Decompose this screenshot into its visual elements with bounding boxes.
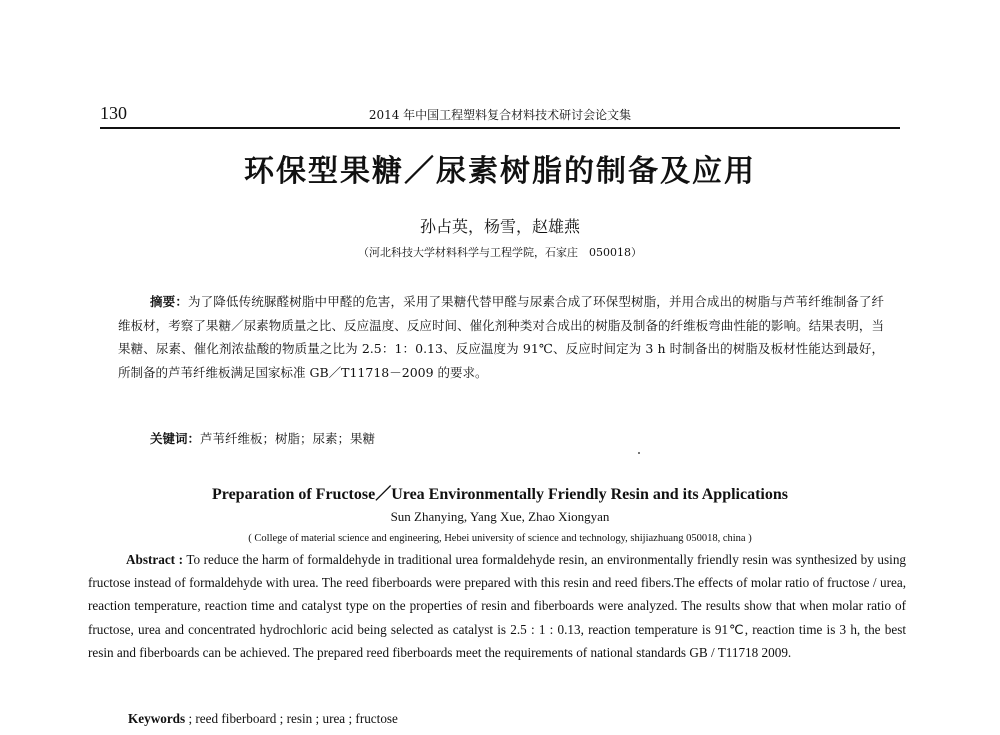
keywords-en bbox=[128, 711, 398, 727]
paper-title-cn: 环保型果糖／尿素树脂的制备及应用 bbox=[244, 154, 756, 189]
keywords-en-text: ; reed fiberboard ; resin ; urea ; fructose bbox=[185, 711, 398, 726]
abstract-en bbox=[88, 548, 906, 664]
authors-cn: 孙占英，杨雪，赵雄燕 bbox=[419, 217, 580, 236]
affiliation-cn: （河北科技大学材料科学与工程学院，石家庄 050018） bbox=[358, 246, 642, 259]
authors-en: Sun Zhanying, Yang Xue, Zhao Xiongyan bbox=[390, 509, 610, 524]
abstract-cn-text: 为了降低传统脲醛树脂中甲醛的危害，采用了果糖代替甲醛与尿素合成了环保型树脂，并用合成出的树脂与芦苇纤维制备了纤维板材，考察了果糖／尿素物质量之比、反应温度、反应时间、催化剂种类对合成出的树脂及制备的纤维板弯曲性能的影响。结果表明，当果糖、尿素、催化剂浓盐酸的物质量之比为 2.5：1：0.13、反应温度为 91℃、反应时间定为 3 h 时制备出的树脂及板材性能达到最好，所制备的芦苇纤维板满足国家标准 GB／T11718－2009 的要求。 bbox=[118, 294, 884, 380]
journal-title: 2014 年中国工程塑料复合材料技术研讨会论文集 bbox=[368, 108, 632, 122]
abstract-cn bbox=[118, 290, 884, 384]
keywords-cn bbox=[150, 429, 375, 447]
keywords-cn-text: 芦苇纤维板；树脂；尿素；果糖 bbox=[200, 431, 376, 446]
page-number: 130 bbox=[100, 103, 127, 123]
abstract-en-label: Abstract : bbox=[126, 552, 184, 567]
scan-speck bbox=[638, 452, 640, 454]
abstract-en-text: To reduce the harm of formaldehyde in traditional urea formaldehyde resin, an environmentally friendly resin was synthesized by using fructose instead of formaldehyde with urea. The reed fiberboards were prepared with this resin and reed fibers.The effects of molar ratio of fructose / urea, reaction temperature, reaction time and catalyst type on the properties of resin and fiberboards were analyzed. The results show that when molar ratio of fructose, urea and concentrated hydrochloric acid being selected as catalyst is 2.5 : 1 : 0.13, reaction temperature is 91℃, reaction time is 3 h, the best resin and fiberboards can be achieved. The prepared reed fiberboards meet the requirements of national standards GB / T11718 2009. bbox=[88, 552, 907, 660]
running-header bbox=[100, 103, 900, 129]
keywords-cn-label: 关键词： bbox=[150, 431, 201, 446]
abstract-cn-label: 摘要： bbox=[150, 294, 188, 309]
affiliation-en: ( College of material science and engineering, Hebei university of science and technology, shijiazhuang 050018, china ) bbox=[248, 533, 752, 544]
keywords-en-label: Keywords bbox=[128, 711, 186, 726]
paper-title-en: Preparation of Fructose／Urea Environmentally Friendly Resin and its Applications bbox=[211, 486, 788, 503]
